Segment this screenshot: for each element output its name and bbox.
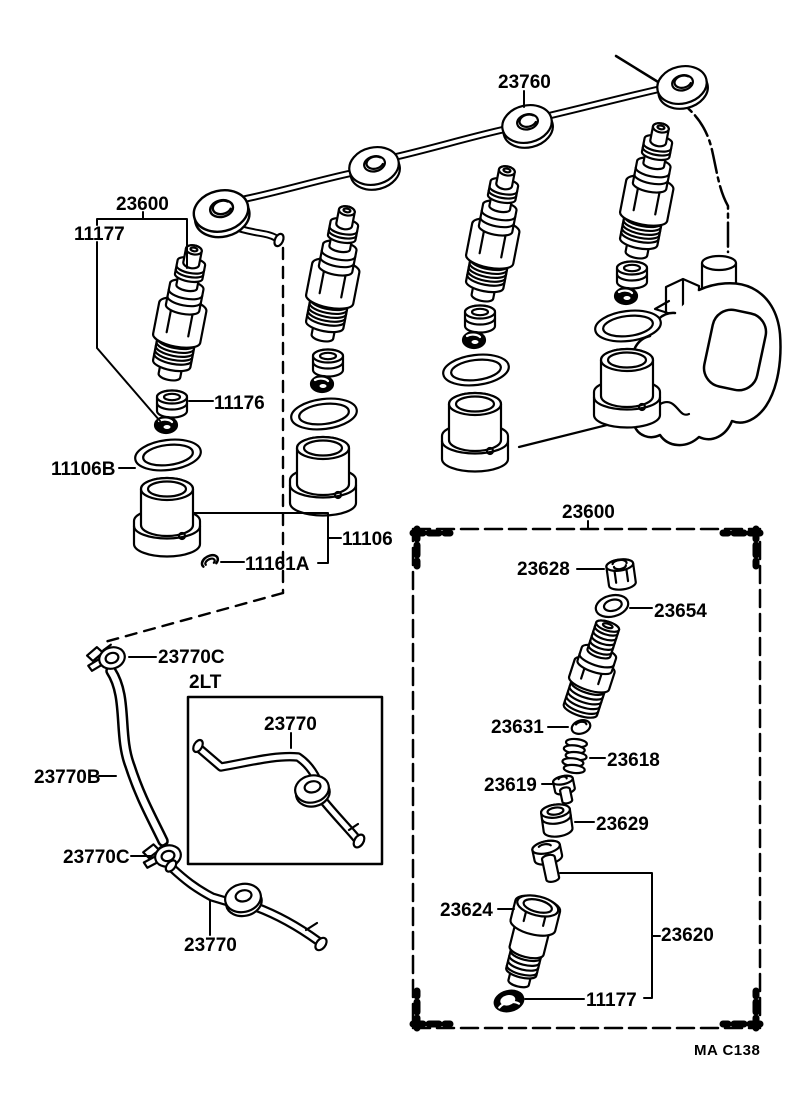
label-23770-main: 23770 [184, 935, 237, 956]
shim-23631 [570, 718, 592, 736]
label-23620: 23620 [661, 925, 714, 946]
figure-code: MA C138 [694, 1042, 761, 1059]
nozzle-holder-body [559, 615, 629, 722]
label-23770C-bottom: 23770C [63, 847, 130, 868]
injector-3 [458, 162, 531, 306]
spacer-23629 [540, 803, 573, 839]
injectors [145, 119, 685, 385]
label-11177-box: 11177 [586, 990, 637, 1011]
oring-11161a [200, 553, 220, 570]
label-11176: 11176 [214, 393, 265, 414]
gasket-11177 [493, 988, 526, 1014]
detail-box-23600 [413, 529, 760, 1028]
label-11106: 11106 [342, 529, 393, 550]
label-11177-main: 11177 [74, 224, 125, 245]
label-11106B: 11106B [51, 459, 116, 480]
needle-piece [531, 839, 567, 885]
pin-23619 [552, 774, 577, 805]
label-23760: 23760 [498, 72, 551, 93]
injector-1 [145, 241, 218, 385]
label-2LT: 2LT [189, 672, 222, 693]
pipe-union-3 [498, 100, 556, 152]
label-23624: 23624 [440, 900, 493, 921]
label-23600-main: 23600 [116, 194, 169, 215]
injector-4 [612, 119, 685, 263]
label-23631: 23631 [491, 717, 544, 738]
seat-column-1 [133, 391, 202, 557]
label-23654: 23654 [654, 601, 707, 622]
washer-23654 [593, 592, 630, 620]
label-23770B: 23770B [34, 767, 101, 788]
pipe-union-2 [345, 142, 403, 194]
label-23770-2lt: 23770 [264, 714, 317, 735]
label-23600-box: 23600 [562, 502, 615, 523]
pipe-union-4 [653, 61, 711, 113]
label-23628: 23628 [517, 559, 570, 580]
label-11161A: 11161A [245, 554, 310, 575]
nozzle-seat-columns [133, 262, 662, 570]
seat-column-2 [289, 350, 358, 516]
label-23770C-top: 23770C [158, 647, 225, 668]
nut-23628 [606, 558, 637, 591]
nozzle-23624 [495, 891, 562, 992]
injector-2 [298, 202, 371, 346]
label-23619: 23619 [484, 775, 537, 796]
pipe-ring-main [222, 881, 264, 920]
seat-column-3 [441, 306, 510, 472]
label-23618: 23618 [607, 750, 660, 771]
label-23629: 23629 [596, 814, 649, 835]
pipe-union-1 [190, 185, 254, 242]
hose-and-pipes [84, 640, 367, 956]
spring-23618 [561, 738, 588, 774]
